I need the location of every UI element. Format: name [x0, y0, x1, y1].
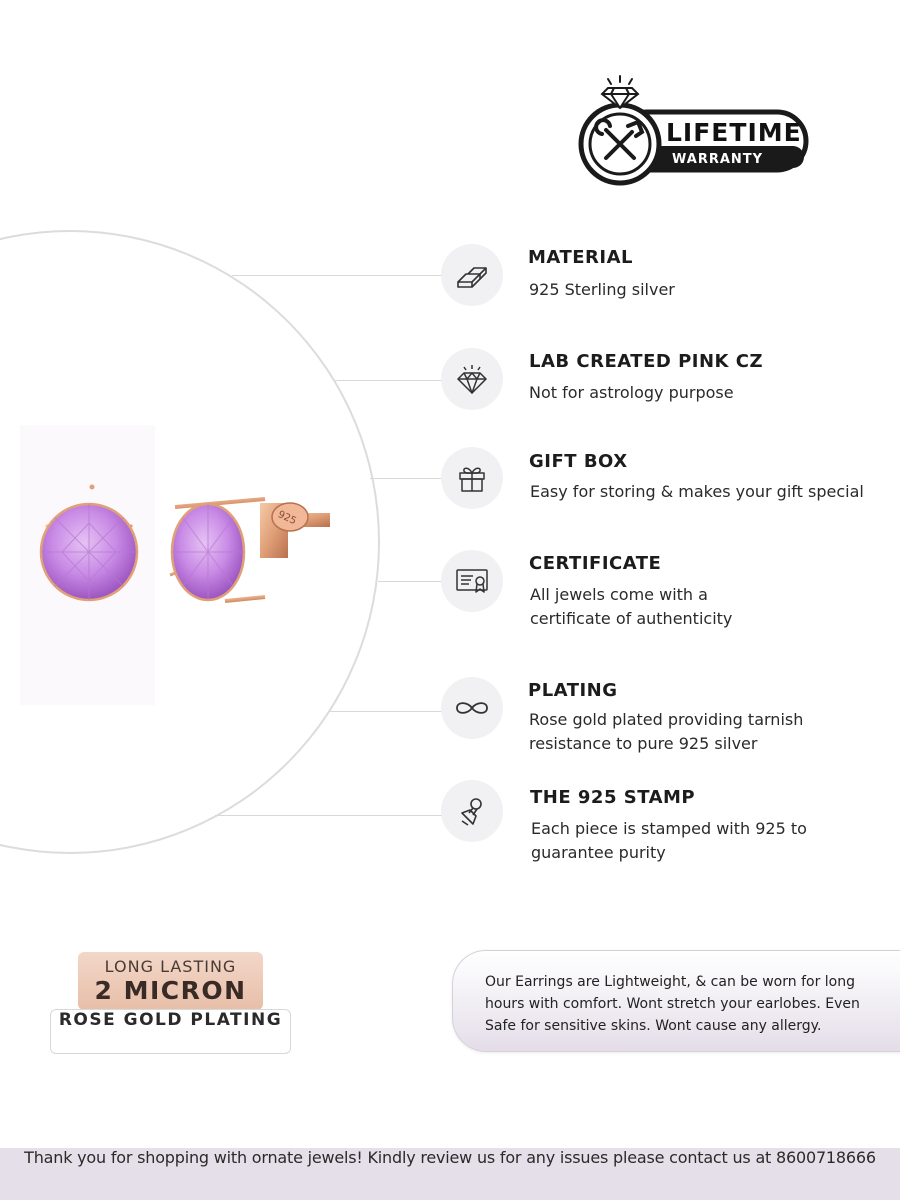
right-earring: [170, 499, 330, 601]
silver-bars-icon: [441, 244, 503, 306]
stamp-text: 925: [275, 509, 298, 528]
note-line: Our Earrings are Lightweight, & can be worn for long: [485, 974, 855, 990]
feature-desc-certificate-2: certificate of authenticity: [530, 609, 733, 628]
certificate-icon: [441, 550, 503, 612]
plating-tag-line1: LONG LASTING: [104, 957, 237, 976]
feature-desc-stamp-2: guarantee purity: [531, 843, 666, 862]
plating-tag-highlight: [78, 952, 263, 1010]
connector-line: [378, 581, 442, 582]
plating-tag-label: ROSE GOLD PLATING: [50, 1009, 291, 1054]
note-line: hours with comfort. Wont stretch your earlobes. Even: [485, 996, 860, 1012]
gift-box-icon: [441, 447, 503, 509]
diamond-icon: [441, 348, 503, 410]
infinity-icon: [441, 677, 503, 739]
feature-title-plating: PLATING: [528, 680, 618, 701]
warranty-subtitle: WARRANTY: [672, 152, 764, 167]
feature-title-cz: LAB CREATED PINK CZ: [529, 351, 763, 372]
connector-line: [215, 815, 442, 816]
feature-title-certificate: CERTIFICATE: [529, 553, 662, 574]
feature-desc-plating-2: resistance to pure 925 silver: [529, 734, 758, 753]
feature-title-material: MATERIAL: [528, 247, 633, 268]
note-line: Safe for sensitive skins. Wont cause any allergy.: [485, 1018, 822, 1034]
feature-desc-certificate-1: All jewels come with a: [530, 585, 708, 604]
connector-line: [232, 275, 442, 276]
lifetime-warranty-badge: [578, 74, 810, 186]
feature-desc-stamp-1: Each piece is stamped with 925 to: [531, 819, 807, 838]
feature-desc-cz: Not for astrology purpose: [529, 383, 734, 402]
connector-line: [370, 478, 442, 479]
warranty-title: LIFETIME: [666, 118, 802, 147]
feature-desc-plating-1: Rose gold plated providing tarnish: [529, 710, 804, 729]
feature-title-gift-box: GIFT BOX: [529, 451, 628, 472]
feature-desc-material: 925 Sterling silver: [529, 280, 675, 299]
footer-thank-you-bar: Thank you for shopping with ornate jewels! Kindly review us for any issues please contact us at 8600718666: [0, 1148, 900, 1200]
connector-line: [335, 380, 442, 381]
feature-title-stamp: THE 925 STAMP: [530, 787, 696, 808]
connector-line: [330, 711, 442, 712]
product-image-earrings: [20, 425, 350, 705]
plating-tag-line2: 2 MICRON: [94, 976, 247, 1005]
feature-desc-gift-box: Easy for storing & makes your gift special: [530, 482, 864, 501]
stamp-icon: [441, 780, 503, 842]
comfort-note-box: [452, 950, 900, 1052]
